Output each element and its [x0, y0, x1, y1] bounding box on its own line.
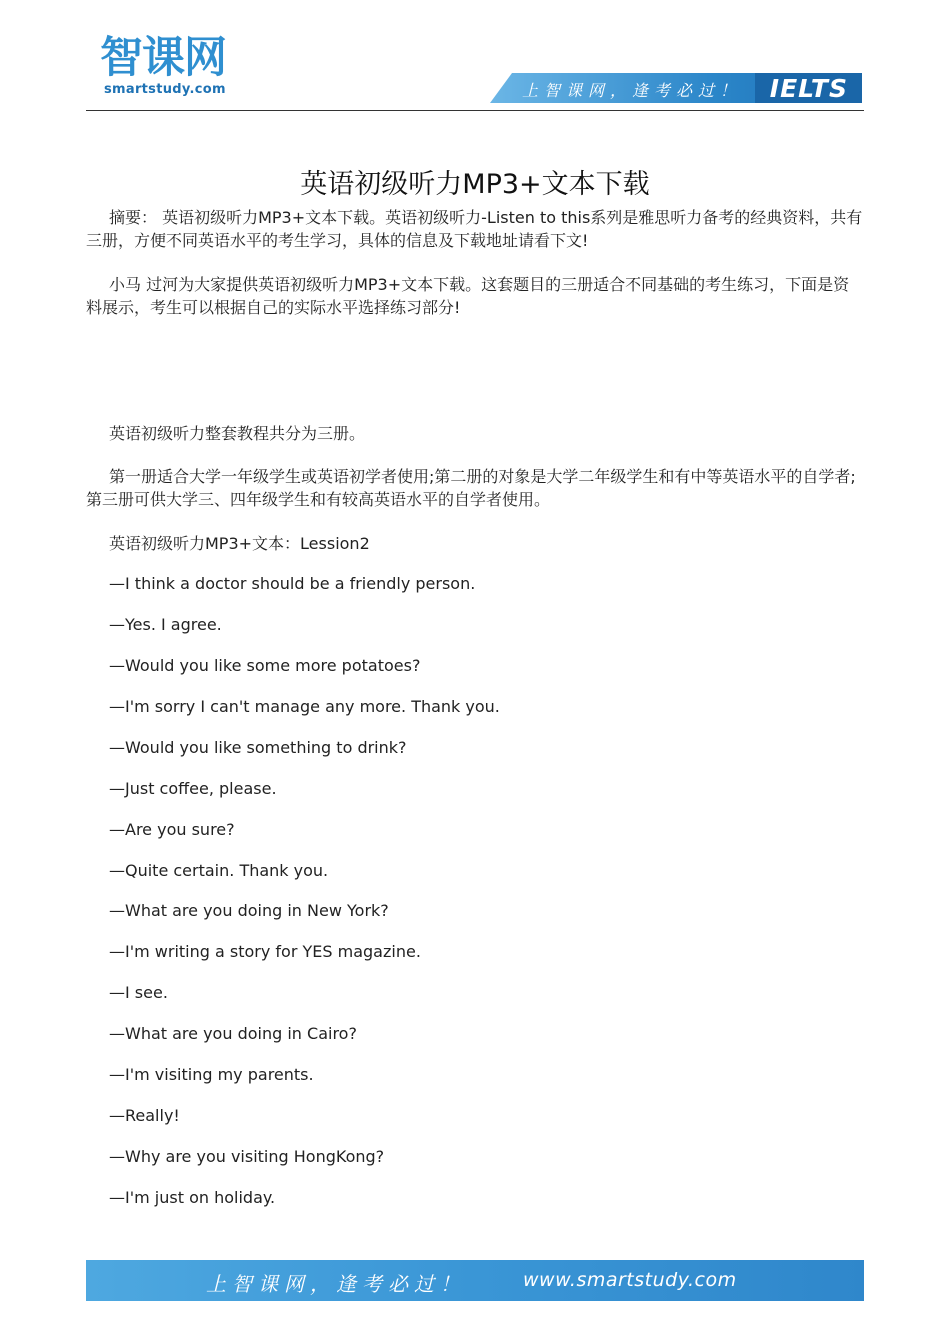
footer-banner[interactable] [86, 1260, 864, 1301]
dialogue-line: —I see. [109, 983, 168, 1002]
dialogue-line: —Why are you visiting HongKong? [109, 1147, 385, 1166]
abstract-paragraph: 摘要： 英语初级听力MP3+文本下载。英语初级听力-Listen to this系列是雅思听力备考的经典资料，共有三册，方便不同英语水平的考生学习，具体的信息及下载地址请看下文! [86, 208, 863, 250]
header-divider [86, 110, 864, 111]
dialogue-line: —I'm just on holiday. [109, 1188, 276, 1207]
dialogue-line: —Just coffee, please. [109, 779, 277, 798]
dialogue-line: —Really! [109, 1106, 180, 1125]
ielts-label: IELTS [769, 74, 848, 103]
dialogue-line: —I'm visiting my parents. [109, 1065, 314, 1084]
dialogue-line: —Yes. I agree. [109, 615, 222, 634]
dialogue-line: —What are you doing in Cairo? [109, 1024, 357, 1043]
dialogue-line: —Quite certain. Thank you. [109, 861, 329, 880]
levels-paragraph: 第一册适合大学一年级学生或英语初学者使用;第二册的对象是大学二年级学生和有中等英语水平的自学者;第三册可供大学三、四年级学生和有较高英语水平的自学者使用。 [86, 467, 856, 509]
dialogue-line: —I'm sorry I can't manage any more. Thank you. [109, 697, 500, 716]
page-title: 英语初级听力MP3+文本下载 [300, 169, 650, 200]
header-slogan: 上智课网，逢考必过！ [522, 81, 743, 100]
footer-url-link[interactable]: www.smartstudy.com [523, 1269, 737, 1291]
logo-domain-text: smartstudy.com [104, 82, 226, 97]
dialogue-line: —Would you like something to drink? [109, 738, 407, 757]
header-banner [490, 73, 862, 103]
dialogue-line: —Are you sure? [109, 820, 235, 839]
intro-paragraph: 小马 过河为大家提供英语初级听力MP3+文本下载。这套题目的三册适合不同基础的考生练习，下面是资料展示，考生可以根据自己的实际水平选择练习部分! [86, 275, 850, 317]
dialogue-line: —What are you doing in New York? [109, 901, 389, 920]
lesson-heading: 英语初级听力MP3+文本：Lession2 [109, 534, 370, 553]
smartstudy-logo[interactable] [100, 33, 250, 101]
footer-banner-shape [86, 1260, 864, 1301]
footer-slogan: 上智课网，逢考必过！ [206, 1272, 466, 1296]
dialogue-line: —I'm writing a story for YES magazine. [109, 942, 421, 961]
logo-chinese-text: 智课网 [100, 33, 226, 83]
volumes-paragraph: 英语初级听力整套教程共分为三册。 [109, 424, 366, 443]
dialogue-line: —I think a doctor should be a friendly person. [109, 574, 476, 593]
dialogue-line: —Would you like some more potatoes? [109, 656, 421, 675]
